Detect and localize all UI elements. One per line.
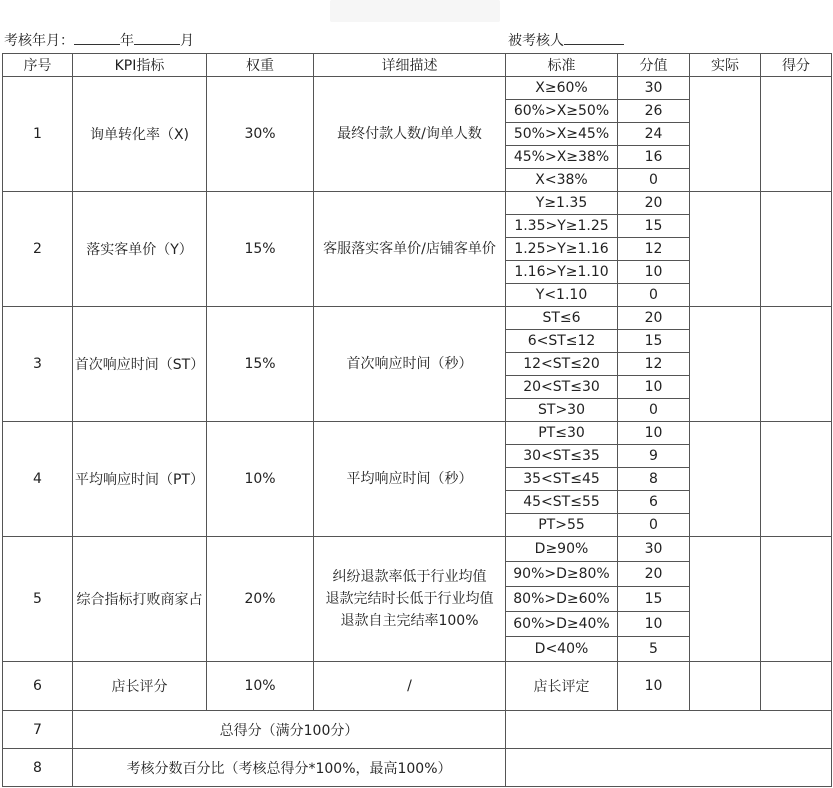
kpi-description-line: 纠纷退款率低于行业均值 xyxy=(332,569,487,585)
kpi-name: 平均响应时间（PT） xyxy=(73,422,207,537)
kpi-points: 5 xyxy=(618,637,690,662)
kpi-weight: 10% xyxy=(207,662,314,711)
summary-no: 8 xyxy=(3,749,73,787)
kpi-standard: 店长评定 xyxy=(506,662,618,711)
kpi-standard-row xyxy=(3,662,832,711)
kpi-points: 10 xyxy=(618,612,690,637)
month-blank[interactable] xyxy=(134,30,180,45)
col-header-points: 分值 xyxy=(618,54,690,77)
year-char: 年 xyxy=(120,33,134,49)
kpi-table xyxy=(2,53,832,787)
kpi-description-line: 平均响应时间（秒） xyxy=(346,471,473,487)
kpi-standard: 35<ST≤45 xyxy=(506,468,618,491)
kpi-points: 15 xyxy=(618,330,690,353)
kpi-weight: 15% xyxy=(207,192,314,307)
kpi-score-cell[interactable] xyxy=(761,537,832,662)
col-header-actual: 实际 xyxy=(690,54,761,77)
kpi-description xyxy=(314,422,506,537)
summary-value-cell[interactable] xyxy=(506,711,832,749)
kpi-description-line: 退款完结时长低于行业均值 xyxy=(325,591,494,607)
kpi-standard: 45%>X≥38% xyxy=(506,146,618,169)
kpi-description-line: 客服落实客单价/店铺客单价 xyxy=(323,241,496,257)
kpi-standard-row xyxy=(3,422,832,445)
kpi-no: 2 xyxy=(3,192,73,307)
kpi-points: 20 xyxy=(618,562,690,587)
assessee-label: 被考核人 xyxy=(508,33,564,49)
kpi-points: 20 xyxy=(618,307,690,330)
kpi-points: 30 xyxy=(618,537,690,562)
kpi-standard: 20<ST≤30 xyxy=(506,376,618,399)
kpi-standard: 60%>X≥50% xyxy=(506,100,618,123)
kpi-standard: X<38% xyxy=(506,169,618,192)
kpi-standard: X≥60% xyxy=(506,77,618,100)
kpi-points: 10 xyxy=(618,662,690,711)
summary-value-cell[interactable] xyxy=(506,749,832,787)
kpi-points: 15 xyxy=(618,215,690,238)
kpi-actual-cell[interactable] xyxy=(690,662,761,711)
kpi-points: 12 xyxy=(618,238,690,261)
kpi-actual-cell[interactable] xyxy=(690,192,761,307)
kpi-standard-row xyxy=(3,537,832,562)
kpi-standard: PT>55 xyxy=(506,514,618,537)
kpi-standard: 60%>D≥40% xyxy=(506,612,618,637)
kpi-score-cell[interactable] xyxy=(761,192,832,307)
kpi-points: 8 xyxy=(618,468,690,491)
kpi-description xyxy=(314,307,506,422)
kpi-points: 9 xyxy=(618,445,690,468)
assessee-blank[interactable] xyxy=(564,30,624,45)
summary-label: 考核分数百分比（考核总得分*100%，最高100%） xyxy=(73,749,506,787)
kpi-standard: D≥90% xyxy=(506,537,618,562)
kpi-description-line: 最终付款人数/询单人数 xyxy=(337,126,482,142)
kpi-points: 10 xyxy=(618,261,690,284)
summary-no: 7 xyxy=(3,711,73,749)
kpi-description-line: 首次响应时间（秒） xyxy=(346,356,473,372)
kpi-no: 4 xyxy=(3,422,73,537)
col-header-description: 详细描述 xyxy=(314,54,506,77)
kpi-standard: Y≥1.35 xyxy=(506,192,618,215)
kpi-points: 10 xyxy=(618,376,690,399)
kpi-name: 首次响应时间（ST） xyxy=(73,307,207,422)
kpi-score-cell[interactable] xyxy=(761,662,832,711)
kpi-standard: 1.35>Y≥1.25 xyxy=(506,215,618,238)
col-header-no: 序号 xyxy=(3,54,73,77)
kpi-points: 20 xyxy=(618,192,690,215)
col-header-score: 得分 xyxy=(761,54,832,77)
kpi-name: 落实客单价（Y） xyxy=(73,192,207,307)
year-blank[interactable] xyxy=(74,30,120,45)
kpi-standard: D<40% xyxy=(506,637,618,662)
kpi-points: 0 xyxy=(618,514,690,537)
kpi-standard: 1.16>Y≥1.10 xyxy=(506,261,618,284)
kpi-standard: 6<ST≤12 xyxy=(506,330,618,353)
assessee-field xyxy=(508,30,624,52)
col-header-standard: 标准 xyxy=(506,54,618,77)
kpi-description xyxy=(314,662,506,711)
kpi-standard: 50%>X≥45% xyxy=(506,123,618,146)
month-char: 月 xyxy=(180,33,194,49)
kpi-description xyxy=(314,77,506,192)
kpi-points: 15 xyxy=(618,587,690,612)
kpi-actual-cell[interactable] xyxy=(690,77,761,192)
kpi-points: 0 xyxy=(618,169,690,192)
kpi-points: 16 xyxy=(618,146,690,169)
kpi-standard: 12<ST≤20 xyxy=(506,353,618,376)
kpi-points: 12 xyxy=(618,353,690,376)
kpi-points: 0 xyxy=(618,284,690,307)
kpi-name: 询单转化率（X) xyxy=(73,77,207,192)
kpi-name: 店长评分 xyxy=(73,662,207,711)
kpi-points: 26 xyxy=(618,100,690,123)
kpi-actual-cell[interactable] xyxy=(690,537,761,662)
kpi-points: 10 xyxy=(618,422,690,445)
period-field xyxy=(4,30,194,52)
kpi-no: 6 xyxy=(3,662,73,711)
kpi-standard: 45<ST≤55 xyxy=(506,491,618,514)
kpi-description xyxy=(314,537,506,662)
kpi-standard-row xyxy=(3,192,832,215)
kpi-score-cell[interactable] xyxy=(761,77,832,192)
kpi-points: 6 xyxy=(618,491,690,514)
kpi-no: 1 xyxy=(3,77,73,192)
kpi-weight: 10% xyxy=(207,422,314,537)
kpi-standard: 30<ST≤35 xyxy=(506,445,618,468)
kpi-no: 5 xyxy=(3,537,73,662)
kpi-standard: PT≤30 xyxy=(506,422,618,445)
kpi-standard: 1.25>Y≥1.16 xyxy=(506,238,618,261)
col-header-weight: 权重 xyxy=(207,54,314,77)
kpi-actual-cell[interactable] xyxy=(690,307,761,422)
kpi-score-cell[interactable] xyxy=(761,422,832,537)
kpi-actual-cell[interactable] xyxy=(690,422,761,537)
faded-title-placeholder xyxy=(330,0,500,22)
kpi-standard-row xyxy=(3,77,832,100)
kpi-weight: 15% xyxy=(207,307,314,422)
kpi-description-line: / xyxy=(407,678,412,694)
kpi-no: 3 xyxy=(3,307,73,422)
col-header-kpi: KPI指标 xyxy=(73,54,207,77)
kpi-weight: 30% xyxy=(207,77,314,192)
kpi-standard: ST≤6 xyxy=(506,307,618,330)
kpi-standard-row xyxy=(3,307,832,330)
kpi-points: 30 xyxy=(618,77,690,100)
period-label: 考核年月： xyxy=(4,33,74,49)
kpi-standard: 90%>D≥80% xyxy=(506,562,618,587)
summary-row xyxy=(3,749,832,787)
kpi-standard: Y<1.10 xyxy=(506,284,618,307)
summary-row xyxy=(3,711,832,749)
kpi-name: 综合指标打败商家占 xyxy=(73,537,207,662)
kpi-standard: 80%>D≥60% xyxy=(506,587,618,612)
form-header xyxy=(4,30,829,52)
kpi-weight: 20% xyxy=(207,537,314,662)
kpi-description-line: 退款自主完结率100% xyxy=(340,613,479,629)
kpi-description xyxy=(314,192,506,307)
kpi-standard: ST>30 xyxy=(506,399,618,422)
kpi-score-cell[interactable] xyxy=(761,307,832,422)
summary-label: 总得分（满分100分） xyxy=(73,711,506,749)
kpi-points: 0 xyxy=(618,399,690,422)
kpi-points: 24 xyxy=(618,123,690,146)
table-header-row xyxy=(3,54,832,77)
